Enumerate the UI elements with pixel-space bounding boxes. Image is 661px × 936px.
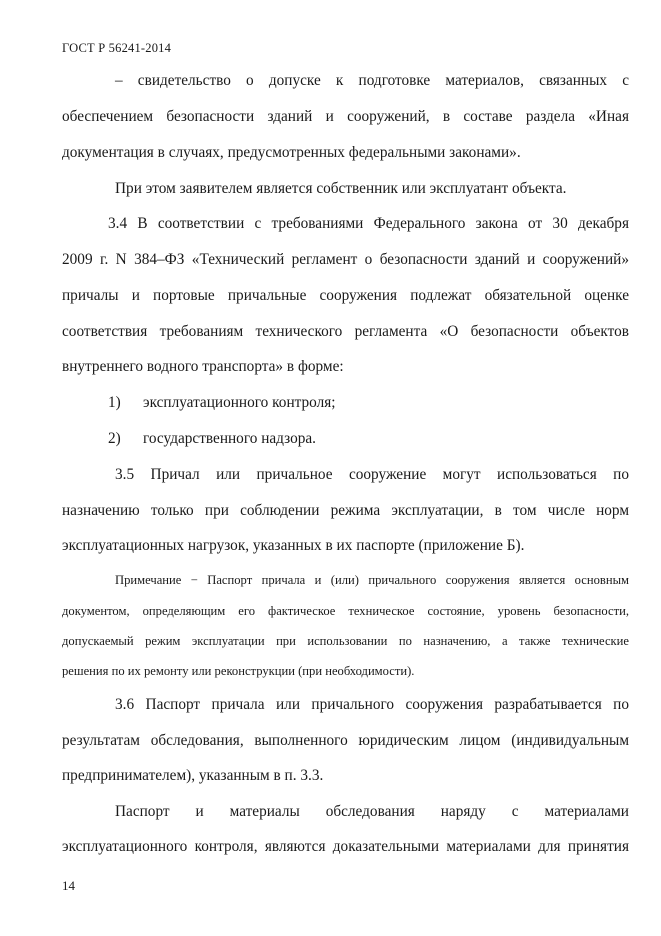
text-line: обеспечением безопасности зданий и сооружений, в составе раздела «Иная	[62, 108, 629, 125]
note-line: решения по их ремонту или реконструкции (при необходимости).	[62, 664, 415, 678]
text-line: причалы и портовые причальные сооружения подлежат обязательной оценке	[62, 287, 629, 304]
text-line: внутреннего водного транспорта» в форме:	[62, 358, 344, 375]
page-header: ГОСТ Р 56241-2014	[62, 41, 172, 55]
text-line: 2009 г. N 384–ФЗ «Технический регламент о безопасности зданий и сооружений»	[62, 251, 629, 268]
text-line: 3.6 Паспорт причала или причального сооружения разрабатывается по	[115, 696, 629, 713]
page-number: 14	[62, 878, 75, 893]
list-text: государственного надзора.	[143, 430, 317, 447]
list-number: 2)	[108, 430, 121, 447]
text-line: документация в случаях, предусмотренных федеральными законами».	[62, 144, 521, 161]
text-line: эксплуатационного контроля, являются доказательными материалами для принятия	[62, 838, 629, 855]
text-line: эксплуатационных нагрузок, указанных в их паспорте (приложение Б).	[62, 537, 525, 554]
text-line: результатам обследования, выполненного юридическим лицом (индивидуальным	[62, 732, 629, 749]
text-line: 3.4 В соответствии с требованиями Федерального закона от 30 декабря	[108, 215, 629, 232]
text-line: 3.5 Причал или причальное сооружение могут использоваться по	[115, 466, 629, 483]
text-line: Паспорт и материалы обследования наряду с материалами	[115, 803, 629, 820]
note-line: Примечание − Паспорт причала и (или) причального сооружения является основным	[115, 573, 629, 587]
text-line: назначению только при соблюдении режима эксплуатации, в том числе норм	[62, 502, 629, 519]
list-text: эксплуатационного контроля;	[143, 394, 336, 411]
list-number: 1)	[108, 394, 121, 411]
text-line: – свидетельство о допуске к подготовке материалов, связанных с	[115, 72, 629, 89]
note-line: документом, определяющим его фактическое техническое состояние, уровень безопасности,	[62, 604, 629, 618]
text-line: соответствия требованиям технического регламента «О безопасности объектов	[62, 323, 629, 340]
note-line: допускаемый режим эксплуатации при использовании по назначению, а также технические	[62, 634, 629, 648]
text-line: предпринимателем), указанным в п. 3.3.	[62, 767, 324, 784]
text-line: При этом заявителем является собственник или эксплуатант объекта.	[115, 180, 567, 197]
